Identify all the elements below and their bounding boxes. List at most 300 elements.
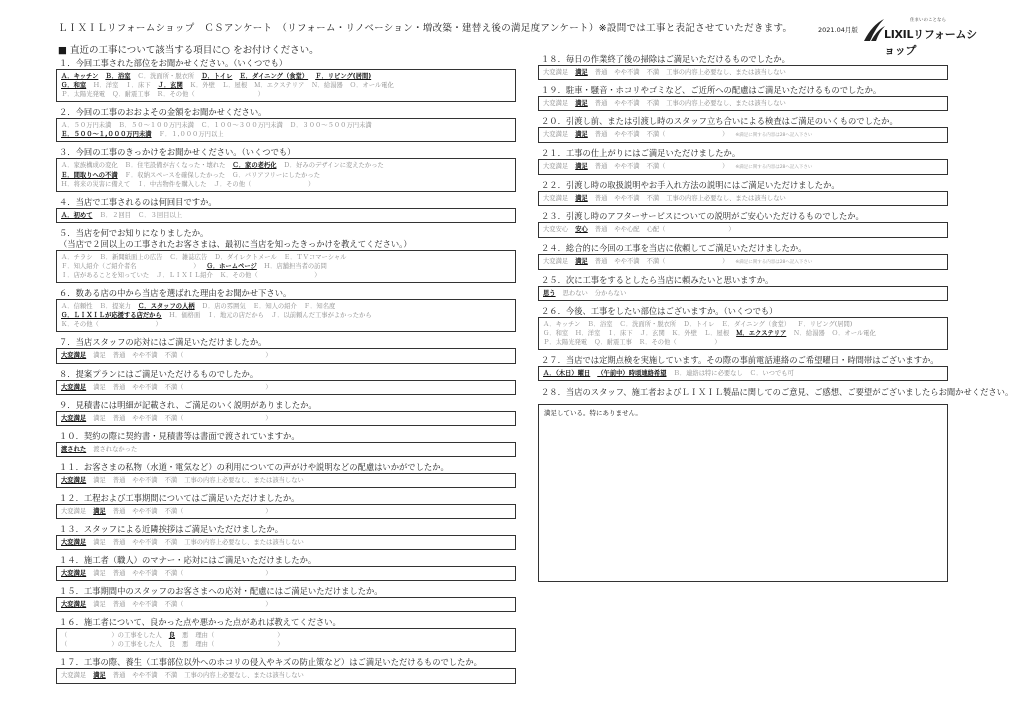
- question-item: [538, 275, 948, 301]
- question-title: ９．見積書には明細が記載され、ご満足のいく説明がありましたか。: [59, 399, 317, 410]
- option[interactable]: 工事の内容上必要なし、または該当しない: [184, 672, 304, 680]
- answer-options: [56, 118, 516, 142]
- option[interactable]: Ｃ．雑誌広告: [169, 253, 208, 261]
- question-item: [56, 657, 516, 683]
- option[interactable]: Ｉ．中古物件を購入した: [137, 180, 207, 188]
- answer-options: [56, 158, 516, 191]
- option-row: [543, 99, 943, 108]
- option[interactable]: 満足: [93, 570, 106, 578]
- answer-options: [56, 442, 516, 457]
- option[interactable]: Ｃ．１００～３００万円未満: [200, 122, 283, 130]
- option[interactable]: Ｊ．ＬＩＸＩＬ紹介: [156, 272, 213, 280]
- option-row: [61, 271, 511, 280]
- question-title: ２５．次に工事をするとしたら当店に頼みたいと思いますか。: [541, 274, 774, 285]
- comment-box[interactable]: [538, 404, 948, 582]
- question-title: ２０．引渡し前、または引渡し時のスタッフ立ち合いによる検査はご満足のいくものでしたか。: [541, 116, 898, 127]
- selected-option[interactable]: Ｍ．エクステリア: [736, 329, 787, 337]
- answer-options: [56, 628, 516, 652]
- option[interactable]: 不満: [164, 538, 178, 546]
- option[interactable]: Ｉ．店があることを知っていた: [61, 272, 150, 280]
- option[interactable]: Ｒ．その他（ ）: [638, 338, 721, 346]
- option[interactable]: Ｂ．提案力: [99, 303, 131, 311]
- option[interactable]: 不満（ ）: [164, 601, 272, 609]
- question-item: [56, 337, 516, 363]
- option[interactable]: 分からない: [594, 289, 627, 297]
- option[interactable]: 満足: [93, 383, 106, 391]
- option[interactable]: 悪: [182, 632, 189, 640]
- selected-option[interactable]: 満足: [575, 69, 588, 76]
- option[interactable]: 工事の内容上必要なし、または該当しない: [184, 538, 304, 546]
- selected-option[interactable]: 大変満足: [61, 570, 87, 578]
- answer-options: [56, 348, 516, 363]
- selected-option[interactable]: 満足: [575, 163, 588, 171]
- option-row: [61, 631, 511, 640]
- question-title: ７．当店スタッフの応対にはご満足いただけましたか。: [59, 337, 267, 348]
- option[interactable]: Ｂ．浴室: [587, 320, 613, 328]
- selected-option[interactable]: 大変満足: [61, 476, 87, 484]
- answer-options: [56, 208, 516, 223]
- option[interactable]: 不満（ ）: [164, 352, 272, 360]
- option-row: [543, 225, 943, 234]
- answer-options: [56, 504, 516, 519]
- option[interactable]: やや不満: [132, 352, 158, 360]
- option-row: [61, 302, 511, 311]
- option[interactable]: 普通: [112, 383, 126, 391]
- question-title: ２８．当店のスタッフ、施工者およびＬＩＸＩＬ製品に関してのご意見、ご感想、ご要望がございましたらお聞かせください。: [541, 387, 1014, 398]
- question-item: [56, 586, 516, 612]
- option[interactable]: Ｒ．その他（ ）: [156, 91, 264, 99]
- option-row: [61, 320, 511, 329]
- option[interactable]: Ｉ．床下: [125, 82, 151, 90]
- option[interactable]: やや不満: [614, 69, 640, 76]
- option[interactable]: Ｈ．洋室: [575, 329, 601, 337]
- option-row: [61, 130, 511, 139]
- option-row: [61, 445, 511, 454]
- selected-option[interactable]: Ｅ．５００～１,０００万円未満: [61, 131, 152, 139]
- option[interactable]: 普通: [112, 672, 126, 680]
- option[interactable]: Ｄ．トイレ: [683, 320, 715, 328]
- option[interactable]: 不満: [164, 476, 178, 484]
- question-title: １９．駐車・騒音・ホコリやゴミなど、ご近所への配慮はご満足いただけるものでしたか。: [541, 85, 882, 96]
- option-row: [61, 476, 511, 485]
- selected-option[interactable]: Ｂ．浴室: [105, 73, 131, 80]
- option[interactable]: 大変満足: [61, 672, 87, 680]
- option-row: [61, 90, 511, 99]
- option[interactable]: Ｂ．２回目: [99, 211, 131, 219]
- option-row: [61, 383, 511, 392]
- option[interactable]: （ ）の工事をした人: [61, 632, 162, 640]
- option[interactable]: やや不満: [614, 257, 640, 265]
- option[interactable]: Ａ．チラシ: [61, 253, 93, 261]
- option[interactable]: 不満: [164, 672, 178, 680]
- option[interactable]: Ａ．キッチン: [543, 320, 581, 328]
- option[interactable]: やや心配: [614, 226, 640, 234]
- option[interactable]: （ ）の工事をした人: [61, 641, 162, 649]
- option[interactable]: Ｏ．オール電化: [831, 329, 876, 337]
- option[interactable]: 普通: [112, 476, 126, 484]
- question-item: [56, 288, 516, 332]
- selected-option[interactable]: 満足: [575, 257, 588, 265]
- question-title: １５．工事期間中のスタッフのお客さまへの応対・配慮にはご満足いただけましたか。: [59, 586, 383, 597]
- option[interactable]: 普通: [594, 257, 608, 265]
- option[interactable]: やや不満: [614, 163, 640, 171]
- option[interactable]: 満足: [93, 414, 106, 422]
- answer-options: [56, 380, 516, 395]
- option[interactable]: Ｐ．太陽光発電: [61, 91, 106, 99]
- question-item: [56, 462, 516, 488]
- option[interactable]: Ｋ．その他（ ）: [61, 321, 162, 329]
- option[interactable]: 普通: [594, 226, 608, 234]
- question-item: [538, 54, 948, 80]
- option[interactable]: 理由（ ）: [195, 632, 284, 640]
- selected-option[interactable]: 満足: [93, 672, 106, 680]
- option-row: [61, 640, 511, 649]
- question-item: [56, 228, 516, 283]
- question-item: [56, 431, 516, 457]
- option[interactable]: 普通: [594, 131, 608, 139]
- option[interactable]: Ｇ．バリアフリーにしたかった: [232, 171, 321, 179]
- option[interactable]: Ｈ．洋室: [93, 82, 119, 90]
- option-row: [543, 194, 943, 203]
- question-item: [538, 85, 948, 111]
- option[interactable]: やや不満: [132, 601, 158, 609]
- selected-option[interactable]: Ａ．初めて: [61, 211, 93, 219]
- option-row: [543, 369, 943, 378]
- option[interactable]: 普通: [112, 601, 126, 609]
- option[interactable]: Ｏ．オール電化: [349, 82, 394, 90]
- selected-option[interactable]: Ｃ．スタッフの人柄: [137, 303, 195, 311]
- option[interactable]: 渡されなかった: [93, 445, 138, 453]
- option[interactable]: やや不満: [132, 538, 158, 546]
- option[interactable]: やや不満: [132, 570, 158, 578]
- option[interactable]: Ｊ．玄関: [639, 329, 665, 337]
- option[interactable]: Ｑ．耐震工事: [594, 338, 632, 346]
- option[interactable]: Ｄ．３００～５００万円未満: [289, 122, 372, 130]
- selected-option[interactable]: 大変満足: [61, 538, 87, 546]
- option-row: [61, 211, 511, 220]
- option-row: [543, 162, 943, 172]
- option[interactable]: 大変安心: [543, 226, 569, 234]
- option-row: [543, 320, 943, 329]
- option[interactable]: 満足: [93, 601, 106, 609]
- option[interactable]: 不満: [646, 100, 660, 108]
- option[interactable]: Ｅ．ダイニング（食堂）: [721, 320, 791, 328]
- question-title: ２７．当店では定期点検を実施しています。その際の事前電話連絡のご希望曜日・時間帯はございますか。: [541, 355, 939, 366]
- option[interactable]: Ｂ．５０～１００万円未満: [118, 122, 194, 130]
- selected-option[interactable]: 良: [168, 632, 176, 640]
- option[interactable]: 不満: [646, 69, 660, 76]
- question-title: ２６．今後、工事をしたい部位はございますか。（いくつでも）: [541, 305, 778, 316]
- logo-swoosh-icon: [862, 17, 886, 43]
- option[interactable]: 不満（ ）: [164, 414, 272, 422]
- selected-option[interactable]: Ｅ．ダイニング（食堂）: [239, 73, 309, 80]
- right-question-list: [538, 54, 948, 381]
- option[interactable]: 普通: [594, 69, 608, 76]
- question-item: [56, 555, 516, 581]
- instructions: ■ 直近の工事について該当する項目に○ をお付けください。: [58, 45, 319, 56]
- survey-title: ＬＩＸＩＬリフォームショップ ＣＳアンケート （リフォーム・リノベーション・増改築・建替え後の満足度アンケート）※設問では工事と表記させていただきます。: [58, 23, 793, 34]
- option[interactable]: 大変満足: [543, 163, 569, 171]
- answer-options: [56, 250, 516, 283]
- selected-option[interactable]: 満足: [575, 100, 588, 108]
- selected-option[interactable]: 大変満足: [61, 414, 87, 422]
- option[interactable]: やや不満: [132, 383, 158, 391]
- option-row: [61, 171, 511, 180]
- option-row: [61, 569, 511, 578]
- option[interactable]: やや不満: [132, 414, 158, 422]
- option-row: [61, 351, 511, 360]
- option[interactable]: Ｋ．外壁: [671, 329, 697, 337]
- question-item: [56, 524, 516, 550]
- option[interactable]: Ｆ．知人紹介（ご紹介者名 ）: [61, 262, 200, 270]
- option-row: [61, 538, 511, 547]
- option[interactable]: Ｂ．新聞紙面上の広告: [99, 253, 163, 261]
- option[interactable]: 満足: [93, 476, 106, 484]
- option-row: [61, 253, 511, 262]
- option[interactable]: 悪: [182, 641, 189, 649]
- option[interactable]: Ｆ．リビング(居間): [797, 320, 853, 328]
- option[interactable]: Ｐ．太陽光発電: [543, 338, 588, 346]
- option[interactable]: Ｃ．洗面所・脱衣所: [137, 73, 195, 80]
- option-row: [61, 414, 511, 423]
- selected-option[interactable]: Ｊ．玄関: [157, 82, 183, 90]
- option-row: [543, 257, 943, 267]
- question-item: [538, 355, 948, 381]
- selected-option[interactable]: 大変満足: [61, 601, 87, 609]
- logo-name: LIXILリフォームショップ: [884, 28, 977, 57]
- answer-options: [538, 286, 948, 301]
- selected-option[interactable]: Ｇ．ＬＩＸＩＬが応援する店だから: [61, 312, 162, 320]
- question-title: ２３．引渡し時のアフターサービスについての説明がご安心いただけるものでしたか。: [541, 211, 864, 222]
- option[interactable]: 大変満足: [543, 195, 569, 203]
- form-version: 2021.04月版: [818, 26, 858, 34]
- question-item: [56, 58, 516, 102]
- selected-option[interactable]: 満足: [575, 195, 588, 203]
- selected-option[interactable]: （午前中）時頃連絡希望: [597, 370, 667, 378]
- option[interactable]: 不満: [646, 195, 660, 203]
- option[interactable]: 普通: [112, 414, 126, 422]
- option[interactable]: Ｍ．エクステリア: [254, 82, 305, 90]
- option[interactable]: Ｂ．住宅設備が古くなった・壊れた: [124, 162, 226, 170]
- question-28: [538, 387, 1014, 582]
- option[interactable]: 工事の内容上必要なし、または該当しない: [184, 476, 304, 484]
- selected-option[interactable]: Ｇ．ホームページ: [206, 262, 257, 270]
- option[interactable]: 思わない: [562, 289, 588, 297]
- option[interactable]: 不満（ ）: [646, 131, 729, 139]
- option-row: [543, 68, 943, 77]
- question-title: ８．提案プランにはご満足いただけるものでしたか。: [59, 368, 259, 379]
- selected-option[interactable]: 安心: [575, 226, 588, 234]
- option[interactable]: 工事の内容上必要なし、または該当しない: [666, 100, 786, 108]
- answer-options: [56, 411, 516, 426]
- question-item: [538, 116, 948, 143]
- option[interactable]: 不満（ ）: [164, 383, 272, 391]
- right-column: [538, 54, 1014, 587]
- note-text: ※満足に関する内容は28へ記入下さい: [735, 133, 813, 139]
- option[interactable]: 大変満足: [543, 100, 569, 108]
- option[interactable]: 満足: [93, 538, 106, 546]
- option[interactable]: Ｑ．耐震工事: [112, 91, 150, 99]
- answer-options: [538, 254, 948, 270]
- option-row: [543, 329, 943, 338]
- selected-option[interactable]: 渡された: [61, 445, 87, 453]
- option[interactable]: 大変満足: [543, 257, 569, 265]
- question-title: ２１．工事の仕上がりにはご満足いただけましたか。: [541, 148, 741, 159]
- selected-option[interactable]: 満足: [575, 131, 588, 139]
- option[interactable]: Ｆ．収納スペースを確保したかった: [124, 171, 226, 179]
- option[interactable]: 工事の内容上必要なし、または該当しない: [666, 195, 786, 203]
- option[interactable]: Ａ．信頼性: [61, 303, 93, 311]
- option[interactable]: 普通: [112, 352, 126, 360]
- option[interactable]: 不満（ ）: [164, 570, 272, 578]
- option[interactable]: Ｈ．価格面: [168, 312, 201, 320]
- option[interactable]: 良: [168, 641, 176, 649]
- option[interactable]: 不満（ ）: [646, 163, 729, 171]
- option[interactable]: 普通: [594, 100, 608, 108]
- option[interactable]: Ｈ．将来の災害に備えて: [61, 180, 131, 188]
- question-title: １７．工事の際、養生（工事部位以外へのホコリの侵入やキズの防止策など）はご満足いただけるものでしたか。: [59, 657, 482, 668]
- option[interactable]: Ｃ．洗面所・脱衣所: [619, 320, 677, 328]
- option[interactable]: Ｉ．床下: [607, 329, 633, 337]
- question-title: １６．施工者について、良かった点や悪かった点があれば教えてください。: [59, 617, 341, 628]
- answer-options: [538, 127, 948, 143]
- option-row: [61, 180, 511, 189]
- option[interactable]: Ｄ．好みのデザインに変えたかった: [283, 162, 384, 170]
- option[interactable]: 不満（ ）: [646, 257, 729, 265]
- option[interactable]: Ｌ．屋根: [703, 329, 730, 337]
- question-item: [538, 180, 948, 206]
- option[interactable]: Ｎ．給湯器: [311, 82, 343, 90]
- question-title: ２．今回の工事のおおよその金額をお聞かせください。: [59, 107, 267, 118]
- option[interactable]: Ｋ．外壁: [189, 82, 215, 90]
- option[interactable]: Ｅ．知人の紹介: [252, 303, 297, 311]
- answer-options: [538, 65, 948, 80]
- question-item: [538, 243, 948, 270]
- question-title: ２４．総合的に今回の工事を当店に依頼してご満足いただけましたか。: [541, 242, 807, 253]
- answer-options: [56, 69, 516, 102]
- option-row: [61, 161, 511, 170]
- option[interactable]: 普通: [112, 538, 126, 546]
- option[interactable]: Ｃ．３回目以上: [137, 211, 183, 219]
- question-title: ４．当店で工事されるのは何回目ですか。: [59, 196, 217, 207]
- question-item: [56, 400, 516, 426]
- option[interactable]: 普通: [594, 195, 608, 203]
- selected-option[interactable]: 思う: [543, 289, 556, 297]
- option-row: [61, 121, 511, 130]
- answer-options: [56, 566, 516, 581]
- selected-option[interactable]: 満足: [93, 507, 106, 515]
- note-text: ※満足に関する内容は28へ記入下さい: [735, 165, 813, 171]
- option-row: [61, 600, 511, 609]
- logo-tagline: 住まいのことなら: [910, 18, 946, 23]
- option[interactable]: Ｂ．連絡は特に必要なし: [673, 370, 743, 378]
- option[interactable]: 普通: [594, 163, 608, 171]
- option[interactable]: Ｌ．屋根: [221, 82, 248, 90]
- selected-option[interactable]: Ｄ．トイレ: [201, 73, 233, 80]
- answer-options: [538, 159, 948, 175]
- option[interactable]: Ａ．５０万円未満: [61, 122, 112, 130]
- question-item: [56, 147, 516, 191]
- option[interactable]: Ｉ．地元の店だから: [207, 312, 264, 320]
- option[interactable]: 不満（ ）: [164, 507, 272, 515]
- option[interactable]: やや不満: [614, 131, 640, 139]
- option[interactable]: 大変満足: [543, 69, 569, 76]
- selected-option[interactable]: Ａ．（木日）曜日: [543, 370, 591, 378]
- selected-option[interactable]: Ｆ．リビング(居間): [315, 73, 372, 80]
- option[interactable]: Ｋ．その他（ ）: [219, 272, 321, 280]
- option[interactable]: Ｄ．ダイレクトメール: [214, 253, 277, 261]
- lixil-logo: [862, 14, 982, 57]
- option[interactable]: やや不満: [614, 100, 640, 108]
- question-title: １１．お客さまの私物（水道・電気など）の利用についての声がけや説明などの配慮はいかがでしたか。: [59, 461, 449, 472]
- option[interactable]: やや不満: [132, 672, 158, 680]
- option[interactable]: Ｅ．ＴＶコマーシャル: [283, 253, 347, 261]
- question-title: ５．当店を何でお知りになりましたか。 （当店で２回以上の工事されたお客さまは、最初に当店を知ったきっかけを教えてください。）: [59, 227, 412, 249]
- question-title: ２２．引渡し時の取扱説明やお手入れ方法の説明にはご満足いただけましたか。: [541, 180, 840, 191]
- option[interactable]: Ｎ．給湯器: [793, 329, 825, 337]
- option[interactable]: Ｆ．知名度: [303, 303, 336, 311]
- question-item: [538, 306, 948, 350]
- option[interactable]: Ｊ．以前頼んだ工事がよかったから: [270, 312, 372, 320]
- option[interactable]: 大変満足: [61, 507, 87, 515]
- option[interactable]: 満足: [93, 352, 106, 360]
- comment-text: 満足している。特にありません。: [544, 409, 642, 418]
- option[interactable]: Ｄ．店の雰囲気: [201, 303, 246, 311]
- question-title: １４．施工者（職人）のマナー・応対にはご満足いただけましたか。: [59, 555, 317, 566]
- option-row: [61, 81, 511, 90]
- selected-option[interactable]: Ｅ．間取りへの不満: [61, 171, 118, 179]
- option[interactable]: 理由（ ）: [195, 641, 284, 649]
- selected-option[interactable]: Ａ．キッチン: [61, 73, 99, 80]
- question-title: １２．工程および工事期間についてはご満足いただけましたか。: [59, 492, 300, 503]
- option[interactable]: 普通: [112, 507, 126, 515]
- selected-option[interactable]: Ｃ．家の老朽化: [232, 162, 277, 170]
- question-item: [56, 493, 516, 519]
- question-title: １８．毎日の作業終了後の掃除はご満足いただけるものでしたか。: [541, 54, 790, 64]
- option[interactable]: 工事の内容上必要なし、または該当しない: [666, 69, 786, 76]
- selected-option[interactable]: 大変満足: [61, 383, 87, 391]
- question-title: ３．今回の工事のきっかけをお聞かせください。（いくつでも）: [59, 147, 296, 158]
- answer-options: [56, 597, 516, 612]
- option[interactable]: Ｃ．いつでも可: [749, 370, 794, 378]
- option-row: [543, 289, 943, 298]
- answer-options: [56, 473, 516, 488]
- option[interactable]: Ｇ．和室: [543, 329, 569, 337]
- question-title: ６．数ある店の中から当店を選ばれた理由をお聞かせ下さい。: [59, 288, 292, 299]
- option-row: [61, 262, 511, 271]
- selected-option[interactable]: 大変満足: [61, 352, 87, 360]
- answer-options: [538, 191, 948, 206]
- option[interactable]: 普通: [112, 570, 126, 578]
- option-row: [61, 671, 511, 680]
- selected-option[interactable]: Ｇ．和室: [61, 82, 87, 90]
- option-row: [543, 338, 943, 347]
- question-title: １０．契約の際に契約書・見積書等は書面で渡されていますか。: [59, 430, 300, 441]
- option[interactable]: Ｆ．１,０００万円以上: [158, 131, 224, 139]
- question-item: [538, 211, 948, 237]
- option[interactable]: やや不満: [132, 476, 158, 484]
- answer-options: [538, 222, 948, 237]
- option[interactable]: 心配（ ）: [646, 226, 735, 234]
- option[interactable]: Ａ．家族構成の変化: [61, 162, 118, 170]
- option[interactable]: やや不満: [614, 195, 640, 203]
- answer-options: [56, 299, 516, 332]
- option[interactable]: Ｈ．店舗担当者の訪問: [263, 262, 327, 270]
- option[interactable]: やや不満: [132, 507, 158, 515]
- option-row: [61, 72, 511, 81]
- option[interactable]: Ｊ．その他（ ）: [213, 180, 315, 188]
- option[interactable]: 大変満足: [543, 131, 569, 139]
